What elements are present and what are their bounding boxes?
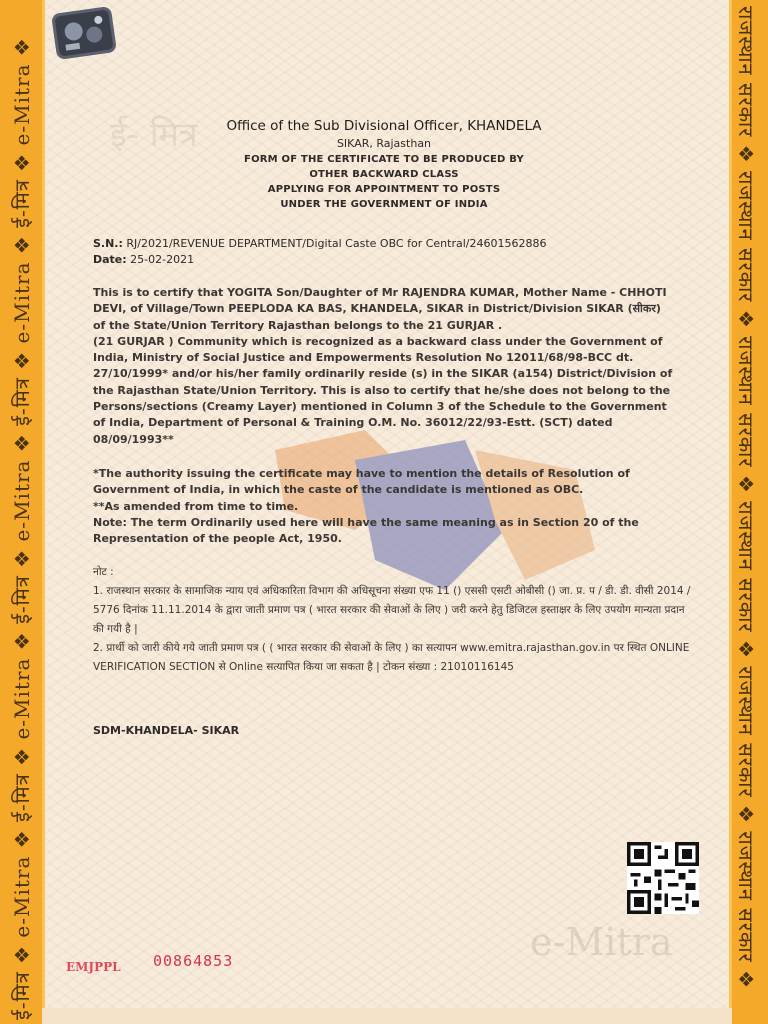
form-title-line: OTHER BACKWARD CLASS — [309, 169, 459, 180]
hindi-note-1: 1. राजस्थान सरकार के सामाजिक न्याय एवं अधिकारिता विभाग की अधिसूचना संख्या एफ 11 () एससी एसटी ओबीसी () जा. प्र. प / डी. डी. वीसी 2014 / 5776 दिनांक 11.11.2014 के द्वारा जाती प्रमाण पत्र ( भारत सरकार की सेवाओं के लिए ) जरी करने हेतु डिजिटल हस्ताक्षर के लिए उपयोग मान्यता प्रदान की गयी है | — [93, 585, 691, 635]
date-row — [93, 252, 546, 268]
hindi-notes — [93, 563, 693, 677]
form-title-line: FORM OF THE CERTIFICATE TO BE PRODUCED BY — [244, 154, 524, 165]
qr-code-icon[interactable] — [627, 842, 699, 914]
certificate-header — [0, 118, 768, 214]
form-title — [0, 154, 768, 210]
note-amended: **As amended from time to time. — [93, 499, 299, 513]
certificate-body — [93, 285, 673, 448]
stationery-serial-number: 00864853 — [153, 952, 234, 970]
brand-mark: EMJPPL — [66, 960, 121, 974]
left-band-text: ई-मित्र ❖ e-Mitra ❖ ई-मित्र ❖ e-Mitra ❖ ई-मित्र ❖ e-Mitra ❖ ई-मित्र ❖ e-Mitra ❖ ई-मित्र ❖ e-Mitra ❖ — [10, 37, 34, 1020]
sn-label: S.N.: — [93, 237, 123, 250]
note-ordinarily: Note: The term Ordinarily used here will have the same meaning as in Section 20 of the Representation of the people Act, 1950. — [93, 515, 639, 546]
watermark-top-text: ई- मित्र — [110, 115, 198, 155]
english-notes — [93, 466, 673, 547]
signatory-label: SDM-KHANDELA- SIKAR — [93, 724, 240, 737]
bottom-strip — [42, 1008, 732, 1024]
form-title-line: UNDER THE GOVERNMENT OF INDIA — [280, 199, 488, 210]
right-band-text: राजस्थान सरकार ❖ राजस्थान सरकार ❖ राजस्थान सरकार ❖ राजस्थान सरकार ❖ राजस्थान सरकार ❖ राजस्थान सरकार ❖ — [734, 6, 758, 990]
date-label: Date: — [93, 253, 127, 266]
hindi-note-heading: नोट : — [93, 566, 114, 578]
date-value: 25-02-2021 — [126, 253, 195, 266]
watermark-emitra: e-Mitra — [530, 920, 673, 964]
office-location: SIKAR, Rajasthan — [336, 137, 432, 150]
hologram-emblem-icon — [51, 6, 117, 60]
hindi-note-2: 2. प्रार्थी को जारी कीये गये जाती प्रमाण पत्र ( ( भारत सरकार की सेवाओं के लिए ) का सत्यापन www.emitra.rajasthan.gov.in पर स्थित ONLINE VERIFICATION SECTION से Online सत्यापित किया जा सकता है | टोकन संख्या : 21010116145 — [93, 642, 690, 673]
certify-paragraph: This is to certify that YOGITA Son/Daughter of Mr RAJENDRA KUMAR, Mother Name - CHHOTI DEVI, of Village/Town PEEPLODA KA BAS, KHANDELA, SIKAR in District/Division SIKAR (सीकर) of the State/Union Territory Rajasthan belongs to the 21 GURJAR . — [93, 286, 667, 332]
office-title: Office of the Sub Divisional Officer, KHANDELA — [226, 118, 542, 134]
note-authority: *The authority issuing the certificate may have to mention the details of Resolution of Government of India, in which the caste of the candidate is mentioned as OBC. — [93, 467, 630, 497]
certificate-meta — [93, 236, 546, 268]
sn-value: RJ/2021/REVENUE DEPARTMENT/Digital Caste OBC for Central/24601562886 — [122, 237, 547, 250]
form-title-line: APPLYING FOR APPOINTMENT TO POSTS — [267, 184, 501, 195]
serial-number-row — [93, 236, 546, 252]
community-paragraph: (21 GURJAR ) Community which is recognized as a backward class under the Government of India, Ministry of Social Justice and Empowerments Resolution No 12011/68/98-BCC dt. 27/10/1999* and/or his/her family ordinarily reside (s) in the SIKAR (a154) District/Division of the Rajasthan State/Union Territory. This is also to certify that he/she does not belong to the Persons/sections (Creamy Layer) mentioned in Column 3 of the Schedule to the Government of India, Department of Personal & Training O.M. No. 36012/22/93-Estt. (SCT) dated 08/09/1993** — [93, 334, 673, 446]
